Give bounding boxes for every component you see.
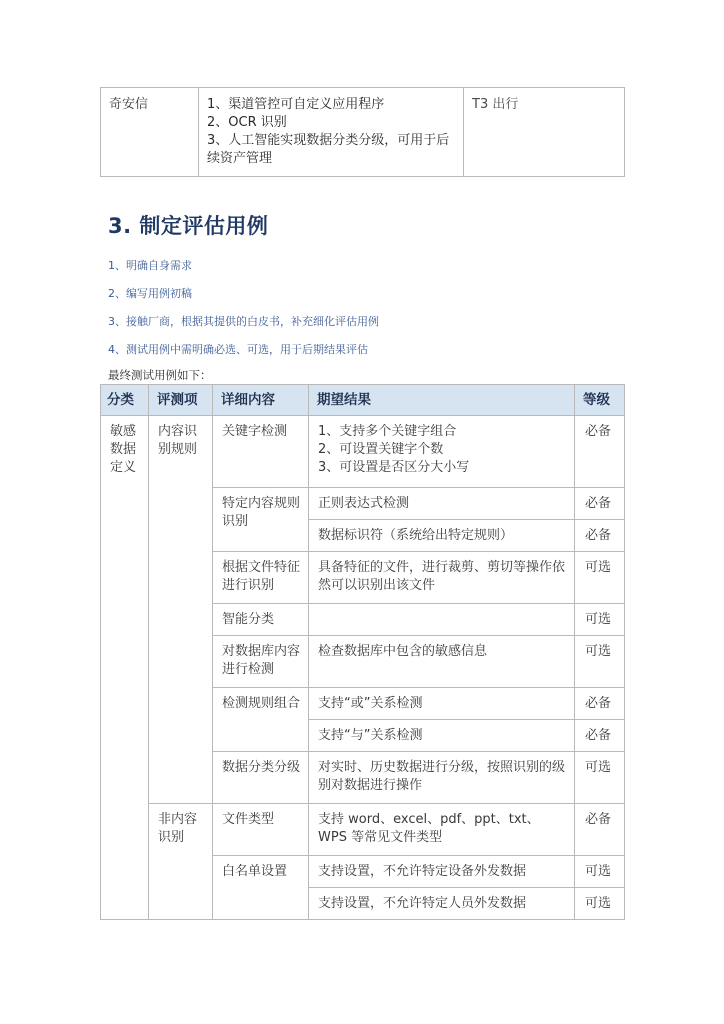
level-cell: 必备 <box>575 520 625 552</box>
table-row <box>101 804 625 856</box>
header-expect: 期望结果 <box>309 385 575 416</box>
expect-cell: 支持 word、excel、pdf、ppt、txt、WPS 等常见文件类型 <box>309 804 575 856</box>
step-item: 1、明确自身需求 <box>108 259 192 272</box>
test-case-table <box>100 384 625 920</box>
header-category: 分类 <box>101 385 149 416</box>
detail-cell: 根据文件特征进行识别 <box>213 552 309 604</box>
level-cell: 必备 <box>575 416 625 488</box>
vendor-customer: T3 出行 <box>464 88 625 177</box>
detail-cell: 特定内容规则识别 <box>213 488 309 552</box>
level-cell: 可选 <box>575 604 625 636</box>
level-cell: 可选 <box>575 888 625 920</box>
expect-cell: 具备特征的文件，进行裁剪、剪切等操作依然可以识别出该文件 <box>309 552 575 604</box>
category-cell: 敏感数据定义 <box>101 416 149 920</box>
expect-cell: 检查数据库中包含的敏感信息 <box>309 636 575 688</box>
expect-cell: 支持“与”关系检测 <box>309 720 575 752</box>
feature-line: 3、人工智能实现数据分类分级，可用于后续资产管理 <box>207 133 450 166</box>
step-item: 4、测试用例中需明确必选、可选，用于后期结果评估 <box>108 343 368 356</box>
expect-line: 1、支持多个关键字组合 <box>318 424 457 439</box>
detail-cell: 文件类型 <box>213 804 309 856</box>
header-item: 评测项 <box>149 385 213 416</box>
section-heading: 3. 制定评估用例 <box>108 214 269 238</box>
level-cell: 必备 <box>575 688 625 720</box>
level-cell: 可选 <box>575 752 625 804</box>
feature-line: 1、渠道管控可自定义应用程序 <box>207 97 385 112</box>
expect-line: 3、可设置是否区分大小写 <box>318 460 470 475</box>
step-item: 2、编写用例初稿 <box>108 287 192 300</box>
expect-cell <box>309 604 575 636</box>
group-cell: 非内容识别 <box>149 804 213 920</box>
level-cell: 可选 <box>575 856 625 888</box>
table-row <box>101 88 625 177</box>
header-detail: 详细内容 <box>213 385 309 416</box>
expect-cell: 数据标识符（系统给出特定规则） <box>309 520 575 552</box>
expect-cell: 支持设置，不允许特定人员外发数据 <box>309 888 575 920</box>
level-cell: 可选 <box>575 552 625 604</box>
table-row <box>101 416 625 488</box>
detail-cell: 白名单设置 <box>213 856 309 920</box>
detail-cell: 数据分类分级 <box>213 752 309 804</box>
level-cell: 可选 <box>575 636 625 688</box>
table-header-row <box>101 385 625 416</box>
table-intro: 最终测试用例如下： <box>108 368 212 382</box>
feature-line: 2、OCR 识别 <box>207 115 287 130</box>
level-cell: 必备 <box>575 804 625 856</box>
header-level: 等级 <box>575 385 625 416</box>
detail-cell: 检测规则组合 <box>213 688 309 752</box>
detail-cell: 智能分类 <box>213 604 309 636</box>
level-cell: 必备 <box>575 720 625 752</box>
vendor-table <box>100 87 625 177</box>
expect-cell: 正则表达式检测 <box>309 488 575 520</box>
vendor-features <box>199 88 464 177</box>
expect-cell: 支持“或”关系检测 <box>309 688 575 720</box>
expect-cell: 对实时、历史数据进行分级，按照识别的级别对数据进行操作 <box>309 752 575 804</box>
step-item: 3、接触厂商，根据其提供的白皮书，补充细化评估用例 <box>108 315 379 328</box>
group-cell: 内容识别规则 <box>149 416 213 804</box>
detail-cell: 对数据库内容进行检测 <box>213 636 309 688</box>
detail-cell: 关键字检测 <box>213 416 309 488</box>
expect-line: 2、可设置关键字个数 <box>318 442 444 457</box>
expect-cell: 支持设置，不允许特定设备外发数据 <box>309 856 575 888</box>
expect-cell <box>309 416 575 488</box>
level-cell: 必备 <box>575 488 625 520</box>
vendor-name: 奇安信 <box>101 88 199 177</box>
